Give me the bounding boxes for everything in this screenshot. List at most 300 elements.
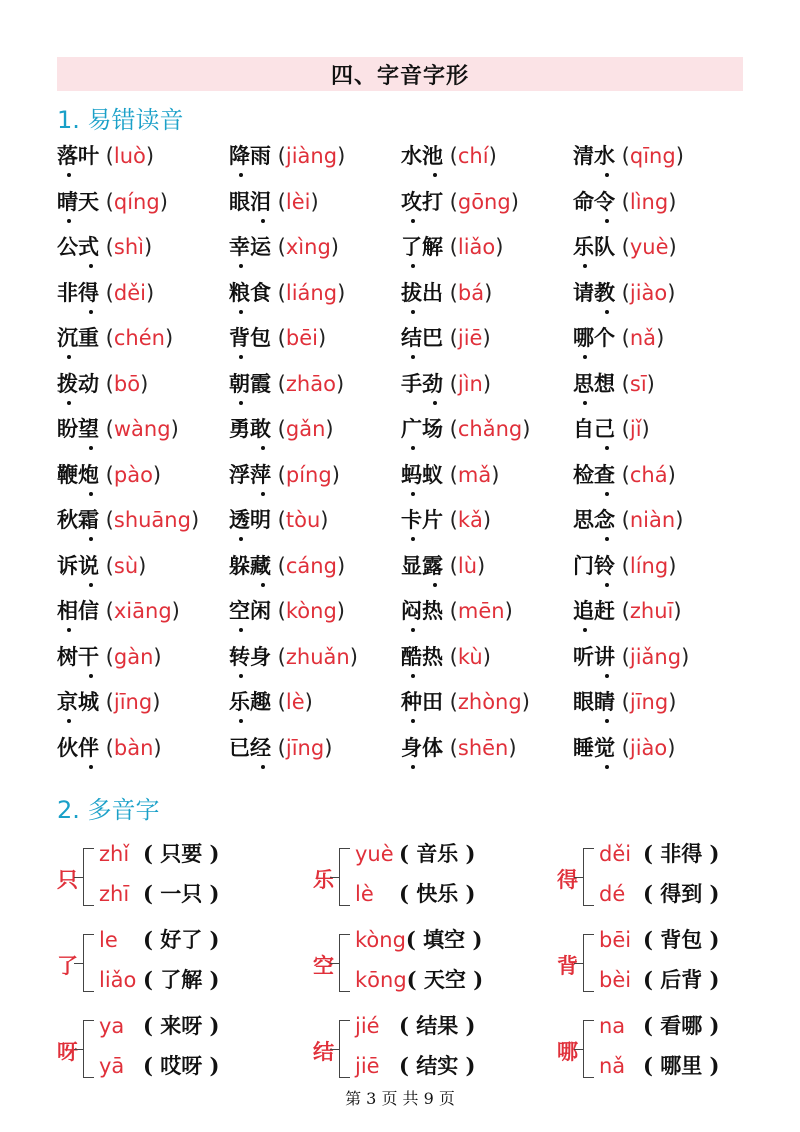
emphasis-dot xyxy=(89,537,93,541)
paren-open: ( xyxy=(443,326,458,350)
grid-row xyxy=(57,595,757,639)
word: 蚂蚁 xyxy=(401,462,443,487)
emphasis-dot xyxy=(89,446,93,450)
pinyin: kòng xyxy=(355,928,406,952)
paren-open: ( xyxy=(271,508,286,532)
paren-close: ) xyxy=(320,508,329,532)
paren-close: ) xyxy=(330,235,339,259)
emphasis-dot xyxy=(261,583,265,587)
pronunciation-item xyxy=(57,459,161,489)
word: 水池 xyxy=(401,143,443,168)
word: 相信 xyxy=(57,598,99,623)
emphasis-dot xyxy=(411,355,415,359)
pinyin: kōng xyxy=(355,968,407,992)
word: 拔出 xyxy=(401,280,443,305)
paren-open: ( xyxy=(99,735,114,760)
pronunciation-item xyxy=(401,459,499,489)
emphasis-dot xyxy=(411,219,415,223)
example-word: ( 得到 ) xyxy=(643,881,720,906)
emphasis-dot xyxy=(239,401,243,405)
emphasis-dot xyxy=(411,310,415,314)
emphasis-dot xyxy=(605,310,609,314)
pinyin: gǎn xyxy=(285,417,326,441)
emphasis-dot xyxy=(239,537,243,541)
example-word: ( 看哪 ) xyxy=(643,1013,720,1038)
word: 拨动 xyxy=(57,371,99,396)
emphasis-dot xyxy=(605,492,609,496)
paren-close: ) xyxy=(336,599,345,623)
pinyin: ya xyxy=(99,1014,125,1038)
paren-open: ( xyxy=(271,326,286,350)
example-word: ( 后背 ) xyxy=(643,967,720,992)
brace xyxy=(339,934,352,992)
emphasis-dot xyxy=(67,173,71,177)
polyphonic-char: 得 xyxy=(557,867,578,892)
pinyin: nǎ xyxy=(629,326,657,350)
pinyin: sù xyxy=(113,553,139,578)
polyphonic-char: 结 xyxy=(313,1039,334,1064)
pinyin: jǐ xyxy=(629,417,642,441)
emphasis-dot xyxy=(605,719,609,723)
grid-row xyxy=(57,322,757,366)
pronunciation-item xyxy=(57,140,154,170)
pronunciation-item xyxy=(573,504,683,534)
emphasis-dot xyxy=(239,674,243,678)
pinyin: líng xyxy=(629,553,669,578)
polyphonic-group xyxy=(557,924,787,1004)
word: 伙伴 xyxy=(57,735,99,760)
pronunciation-item xyxy=(57,231,152,261)
pinyin: xiāng xyxy=(113,599,172,623)
paren-close: ) xyxy=(482,326,491,350)
pronunciation-item xyxy=(573,686,676,716)
word: 树干 xyxy=(57,644,99,669)
paren-open: ( xyxy=(615,508,630,532)
paren-open: ( xyxy=(99,462,114,487)
word: 浮萍 xyxy=(229,462,271,487)
pinyin: le xyxy=(99,928,118,952)
paren-open: ( xyxy=(443,280,458,305)
emphasis-dot xyxy=(239,310,243,314)
pinyin: lèi xyxy=(285,189,311,214)
paren-open: ( xyxy=(615,189,630,214)
paren-close: ) xyxy=(668,553,677,578)
brace xyxy=(583,848,596,906)
paren-open: ( xyxy=(443,235,458,259)
emphasis-dot xyxy=(605,674,609,678)
paren-close: ) xyxy=(190,508,200,532)
pinyin: jiē xyxy=(355,1054,380,1078)
pinyin: yuè xyxy=(629,235,669,259)
paren-open: ( xyxy=(615,326,630,350)
emphasis-dot xyxy=(411,674,415,678)
example-word: ( 结果 ) xyxy=(399,1013,476,1038)
paren-close: ) xyxy=(145,280,155,305)
pronunciation-item xyxy=(229,322,326,352)
word: 检查 xyxy=(573,462,615,487)
pinyin: jīng xyxy=(113,690,153,714)
reading-bottom xyxy=(599,878,720,908)
word: 诉说 xyxy=(57,553,99,578)
paren-open: ( xyxy=(271,371,286,396)
polyphonic-group xyxy=(557,1010,787,1090)
page-footer: 第 3 页 共 9 页 xyxy=(345,1089,455,1108)
paren-open: ( xyxy=(443,371,458,396)
paren-close: ) xyxy=(667,280,676,305)
paren-open: ( xyxy=(443,462,458,487)
polyphonic-char: 了 xyxy=(57,953,78,978)
emphasis-dot xyxy=(67,355,71,359)
pronunciation-item xyxy=(57,504,199,534)
pronunciation-item xyxy=(229,231,339,261)
example-word: ( 音乐 ) xyxy=(399,841,476,866)
reading-bottom xyxy=(355,878,476,908)
grid-row xyxy=(57,413,757,457)
paren-close: ) xyxy=(668,235,677,259)
paren-open: ( xyxy=(615,235,630,259)
emphasis-dot xyxy=(239,355,243,359)
pronunciation-item xyxy=(573,322,664,352)
pinyin: bēi xyxy=(285,326,318,350)
pronunciation-item xyxy=(57,368,148,398)
pronunciation-item xyxy=(401,504,491,534)
word: 朝霞 xyxy=(229,371,271,396)
paren-open: ( xyxy=(615,690,630,714)
paren-close: ) xyxy=(681,644,690,669)
emphasis-dot xyxy=(67,628,71,632)
pronunciation-item xyxy=(401,277,492,307)
paren-open: ( xyxy=(271,235,286,259)
emphasis-dot xyxy=(261,492,265,496)
pinyin: shēn xyxy=(457,735,509,760)
emphasis-dot xyxy=(411,446,415,450)
paren-open: ( xyxy=(443,599,458,623)
pinyin: zhī xyxy=(99,882,130,906)
word: 空闲 xyxy=(229,598,271,623)
pinyin: bēi xyxy=(599,928,632,952)
paren-close: ) xyxy=(349,644,358,669)
grid-row xyxy=(57,550,757,594)
example-word: ( 来呀 ) xyxy=(143,1013,220,1038)
polyphonic-char: 只 xyxy=(57,867,78,892)
section-heading-2: 2. 多音字 xyxy=(57,796,160,824)
paren-close: ) xyxy=(656,326,665,350)
example-word: ( 哪里 ) xyxy=(643,1053,720,1078)
emphasis-dot xyxy=(89,674,93,678)
paren-open: ( xyxy=(99,553,114,578)
polyphonic-group xyxy=(57,838,287,918)
emphasis-dot xyxy=(583,628,587,632)
paren-close: ) xyxy=(521,690,530,714)
emphasis-dot xyxy=(411,492,415,496)
polyphonic-char: 哪 xyxy=(557,1039,578,1064)
emphasis-dot xyxy=(583,401,587,405)
emphasis-dot xyxy=(433,401,437,405)
paren-close: ) xyxy=(170,417,179,441)
polyphonic-char: 空 xyxy=(313,953,334,978)
emphasis-dot xyxy=(89,765,93,769)
pronunciation-item xyxy=(573,641,689,671)
reading-top xyxy=(355,1010,476,1040)
paren-open: ( xyxy=(99,144,114,168)
pronunciation-item xyxy=(401,231,503,261)
example-word: ( 天空 ) xyxy=(406,967,484,992)
pronunciation-item xyxy=(573,231,677,261)
reading-top xyxy=(599,838,720,868)
pinyin: kòng xyxy=(285,599,337,623)
emphasis-dot xyxy=(605,173,609,177)
title-bar xyxy=(57,57,743,91)
emphasis-dot xyxy=(89,492,93,496)
pinyin: bàn xyxy=(113,735,154,760)
word: 乐队 xyxy=(573,234,615,259)
paren-open: ( xyxy=(271,417,286,441)
word: 眼泪 xyxy=(229,189,271,214)
pronunciation-item xyxy=(229,595,345,625)
pinyin: mǎ xyxy=(457,462,492,487)
word: 了解 xyxy=(401,234,443,259)
pinyin: chí xyxy=(457,144,489,168)
pronunciation-item xyxy=(229,550,345,580)
paren-open: ( xyxy=(99,508,114,532)
word: 转身 xyxy=(229,644,271,669)
pinyin: zhuī xyxy=(629,599,674,623)
paren-open: ( xyxy=(443,189,458,214)
reading-top xyxy=(99,924,220,954)
polyphonic-group xyxy=(557,838,787,918)
pronunciation-item xyxy=(229,186,319,216)
paren-open: ( xyxy=(615,144,630,168)
word: 盼望 xyxy=(57,416,99,441)
paren-close: ) xyxy=(675,144,684,168)
pinyin: zhāo xyxy=(285,371,336,396)
pinyin: shuāng xyxy=(113,508,191,532)
pinyin: qíng xyxy=(113,189,160,214)
pinyin: lù xyxy=(457,553,478,578)
pinyin: lè xyxy=(285,690,305,714)
paren-close: ) xyxy=(140,371,149,396)
word: 勇敢 xyxy=(229,416,271,441)
grid-row xyxy=(57,732,757,776)
word: 种田 xyxy=(401,689,443,714)
pinyin: píng xyxy=(285,462,332,487)
pronunciation-item xyxy=(401,413,530,443)
pinyin: kǎ xyxy=(457,508,483,532)
section-heading-1: 1. 易错读音 xyxy=(57,106,184,134)
word: 粮食 xyxy=(229,280,271,305)
paren-open: ( xyxy=(99,599,114,623)
pinyin: jīng xyxy=(285,735,325,760)
example-word: ( 背包 ) xyxy=(643,927,720,952)
reading-top xyxy=(99,1010,220,1040)
word: 门铃 xyxy=(573,553,615,578)
pronunciation-item xyxy=(401,368,491,398)
pinyin: jìn xyxy=(457,371,483,396)
paren-open: ( xyxy=(615,599,630,623)
paren-close: ) xyxy=(482,644,491,669)
pronunciation-item xyxy=(57,641,162,671)
paren-close: ) xyxy=(143,235,153,259)
paren-open: ( xyxy=(271,690,286,714)
emphasis-dot xyxy=(433,173,437,177)
paren-close: ) xyxy=(668,690,677,714)
paren-close: ) xyxy=(164,326,174,350)
pronunciation-item xyxy=(573,732,675,762)
pronunciation-item xyxy=(57,413,179,443)
paren-open: ( xyxy=(615,371,630,396)
paren-open: ( xyxy=(615,417,630,441)
pinyin: jīng xyxy=(629,690,669,714)
pronunciation-item xyxy=(229,641,358,671)
pinyin: xìng xyxy=(285,235,331,259)
reading-bottom xyxy=(99,878,220,908)
reading-bottom xyxy=(599,964,720,994)
paren-close: ) xyxy=(504,599,513,623)
example-word: ( 填空 ) xyxy=(405,927,483,952)
paren-close: ) xyxy=(153,735,162,760)
word: 透明 xyxy=(229,507,271,532)
pronunciation-item xyxy=(401,641,491,671)
emphasis-dot xyxy=(239,264,243,268)
word: 酷热 xyxy=(401,644,443,669)
paren-close: ) xyxy=(667,735,676,760)
paren-open: ( xyxy=(271,553,286,578)
paren-open: ( xyxy=(99,690,114,714)
word: 鞭炮 xyxy=(57,462,99,487)
paren-open: ( xyxy=(271,462,286,487)
emphasis-dot xyxy=(67,401,71,405)
paren-open: ( xyxy=(99,189,114,214)
brace xyxy=(339,848,352,906)
paren-close: ) xyxy=(491,462,500,487)
emphasis-dot xyxy=(89,264,93,268)
pronunciation-item xyxy=(229,140,345,170)
paren-open: ( xyxy=(615,280,630,305)
paren-close: ) xyxy=(304,690,313,714)
paren-close: ) xyxy=(482,371,492,396)
example-word: ( 只要 ) xyxy=(143,841,220,866)
example-word: ( 了解 ) xyxy=(143,967,220,992)
paren-open: ( xyxy=(271,144,286,168)
pinyin: liáng xyxy=(285,280,338,305)
polyphonic-group xyxy=(313,924,543,1004)
paren-open: ( xyxy=(271,644,286,669)
polyphonic-group xyxy=(57,1010,287,1090)
pinyin: děi xyxy=(113,280,146,305)
reading-top xyxy=(355,924,482,954)
word: 显露 xyxy=(401,553,443,578)
pinyin: mēn xyxy=(457,599,505,623)
word: 已经 xyxy=(229,735,271,760)
word: 沉重 xyxy=(57,325,99,350)
polyphonic-char: 呀 xyxy=(57,1039,78,1064)
pronunciation-item xyxy=(401,140,497,170)
pinyin: bá xyxy=(457,280,485,305)
pinyin: jiào xyxy=(629,280,668,305)
emphasis-dot xyxy=(411,765,415,769)
emphasis-dot xyxy=(239,628,243,632)
pronunciation-item xyxy=(573,550,676,580)
paren-open: ( xyxy=(99,417,114,441)
pinyin: niàn xyxy=(629,508,676,532)
pronunciation-item xyxy=(573,595,682,625)
pinyin: pào xyxy=(113,462,153,487)
grid-row xyxy=(57,641,757,685)
pinyin: tòu xyxy=(285,508,321,532)
paren-close: ) xyxy=(310,189,319,214)
emphasis-dot xyxy=(239,173,243,177)
pronunciation-item xyxy=(401,322,491,352)
pronunciation-item xyxy=(229,368,344,398)
word: 背包 xyxy=(229,325,271,350)
emphasis-dot xyxy=(605,765,609,769)
paren-close: ) xyxy=(152,690,161,714)
word: 听讲 xyxy=(573,644,615,669)
paren-close: ) xyxy=(337,144,346,168)
page-title: 四、字音字形 xyxy=(330,62,469,89)
word: 哪个 xyxy=(573,325,615,350)
paren-close: ) xyxy=(667,462,676,487)
pinyin: liǎo xyxy=(457,235,496,259)
paren-open: ( xyxy=(615,735,630,760)
pinyin: bō xyxy=(113,371,141,396)
word: 幸运 xyxy=(229,234,271,259)
paren-open: ( xyxy=(443,553,458,578)
brace xyxy=(583,1020,596,1078)
paren-close: ) xyxy=(675,508,684,532)
pinyin: jiàng xyxy=(285,144,338,168)
paren-close: ) xyxy=(673,599,682,623)
pronunciation-item xyxy=(573,413,650,443)
grid-row xyxy=(57,186,757,230)
pronunciation-item xyxy=(401,732,517,762)
pronunciation-item xyxy=(57,550,146,580)
brace xyxy=(83,848,96,906)
pinyin: chǎng xyxy=(457,417,523,441)
word: 闷热 xyxy=(401,598,443,623)
paren-open: ( xyxy=(443,144,458,168)
polyphonic-group xyxy=(313,838,543,918)
pinyin: zhuǎn xyxy=(285,644,350,669)
paren-close: ) xyxy=(488,144,497,168)
reading-top xyxy=(99,838,220,868)
pronunciation-item xyxy=(573,459,676,489)
grid-row xyxy=(57,504,757,548)
grid-row xyxy=(57,140,757,184)
pinyin: wàng xyxy=(113,417,171,441)
grid-row xyxy=(57,368,757,412)
word: 请教 xyxy=(573,280,615,305)
word: 乐趣 xyxy=(229,689,271,714)
word: 自己 xyxy=(573,416,615,441)
pinyin: sī xyxy=(629,371,647,396)
example-word: ( 哎呀 ) xyxy=(143,1053,220,1078)
pinyin: jié xyxy=(355,1014,380,1038)
emphasis-dot xyxy=(605,446,609,450)
paren-close: ) xyxy=(153,644,162,669)
pinyin: jiào xyxy=(629,735,668,760)
paren-close: ) xyxy=(508,735,517,760)
emphasis-dot xyxy=(411,264,415,268)
brace xyxy=(583,934,596,992)
paren-open: ( xyxy=(443,508,458,532)
emphasis-dot xyxy=(411,628,415,632)
pinyin: kù xyxy=(457,644,483,669)
paren-close: ) xyxy=(510,189,519,214)
pinyin: chén xyxy=(113,326,165,350)
pronunciation-item xyxy=(573,186,676,216)
pinyin: jiē xyxy=(457,326,483,350)
